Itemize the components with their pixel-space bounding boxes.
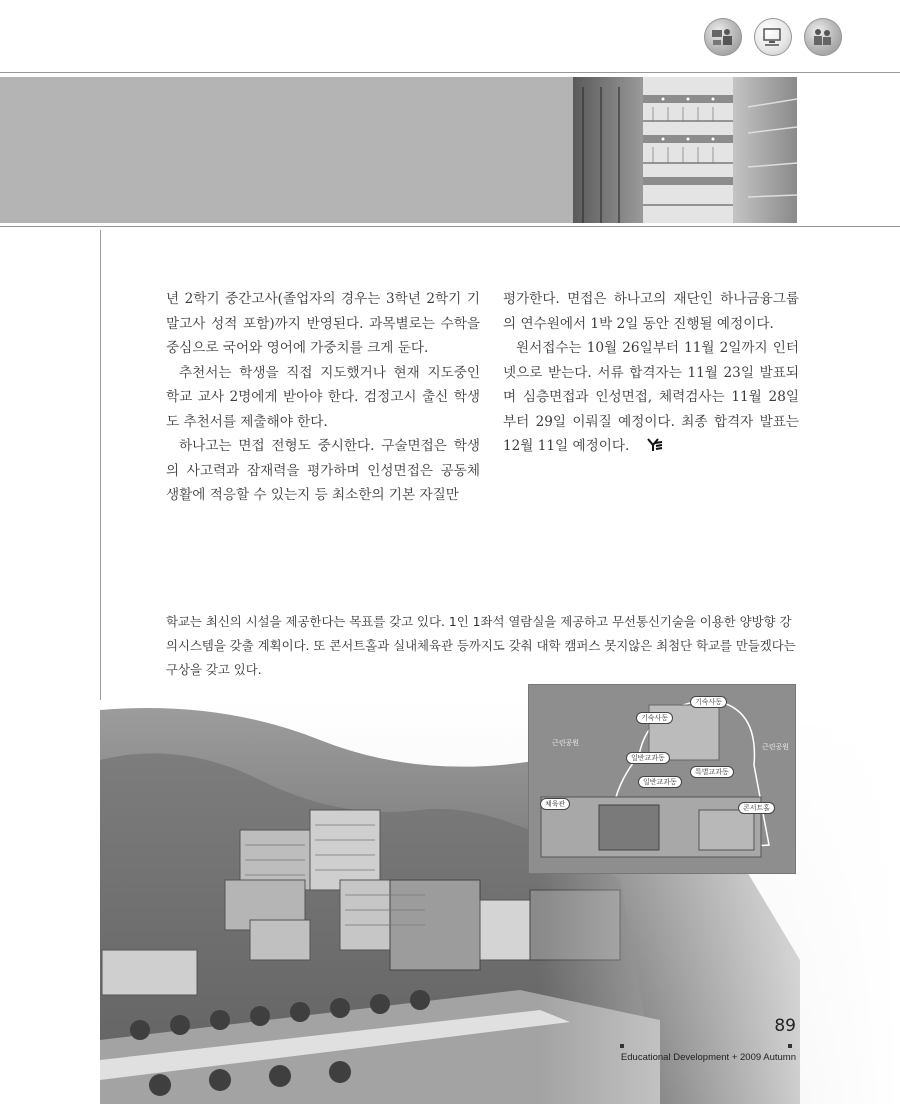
- header-band: [0, 77, 573, 223]
- header-icons: [704, 18, 842, 56]
- body-column-right: [503, 287, 799, 461]
- paragraph-text: 원서접수는 10월 26일부터 11월 2일까지 인터넷으로 받는다. 서류 합격자는 11월 23일 발표되며 심층면접과 인성면접, 체력검사는 11월 28일부터 29일 이뤄질 예정이다. 최종 합격자 발표는 12월 11일 예정이다.: [503, 340, 799, 454]
- end-mark-icon: [633, 436, 664, 461]
- paragraph: 추천서는 학생을 직접 지도했거나 현재 지도중인 학교 교사 2명에게 받아야 한다. 검정고시 출신 학생도 추천서를 제출해야 한다.: [166, 364, 480, 430]
- map-label-dorm-b: 기숙사동: [690, 696, 727, 708]
- paragraph: 하나고는 면접 전형도 중시한다. 구술면접은 학생의 사고력과 잠재력을 평가하며 인성면접은 공동체 생활에 적응할 수 있는지 등 최소한의 기본 자질만: [166, 438, 480, 503]
- page-number: 89: [774, 1016, 796, 1036]
- map-label-gym: 체육관: [540, 798, 570, 810]
- header-rule-bottom: [0, 226, 900, 227]
- map-label-general-b: 일반교과동: [638, 776, 682, 788]
- map-label-park-left: 근린공원: [552, 739, 580, 747]
- map-label-special: 특별교과동: [690, 766, 734, 778]
- footer-marker-right: [788, 1044, 792, 1048]
- map-label-park-right: 근린공원: [762, 743, 790, 751]
- map-label-general-a: 일반교과동: [626, 752, 670, 764]
- students-group-icon: [804, 18, 842, 56]
- classroom-people-icon: [704, 18, 742, 56]
- atrium-photo: [573, 77, 797, 223]
- publication-footer: Educational Development + 2009 Autumn: [620, 1052, 796, 1063]
- paragraph: [503, 336, 799, 461]
- map-label-dorm-a: 기숙사동: [636, 712, 673, 724]
- paragraph: 년 2학기 중간고사(졸업자의 경우는 3학년 2학기 기말고사 성적 포함)까지 반영된다. 과목별로는 수학을 중심으로 국어와 영어에 가중치를 크게 둔다.: [166, 291, 480, 356]
- body-column-left: [166, 287, 480, 508]
- header-rule-top: [0, 72, 900, 73]
- margin-rule: [100, 230, 101, 700]
- computer-icon: [754, 18, 792, 56]
- paragraph: 평가한다. 면접은 하나고의 재단인 하나금융그룹의 연수원에서 1박 2일 동안 진행될 예정이다.: [503, 291, 799, 332]
- photo-caption: 학교는 최신의 시설을 제공한다는 목표를 갖고 있다. 1인 1좌석 열람실을 제공하고 무선통신기술을 이용한 양방향 강의시스템을 갖출 계획이다. 또 콘서트홀과 실내체육관 등까지도 갖춰 대학 캠퍼스 못지않은 최첨단 학교를 만들겠다는 구상을 갖고 있다.: [166, 614, 796, 677]
- footer-marker-left: [620, 1044, 624, 1048]
- map-label-concert: 콘서트홀: [738, 802, 775, 814]
